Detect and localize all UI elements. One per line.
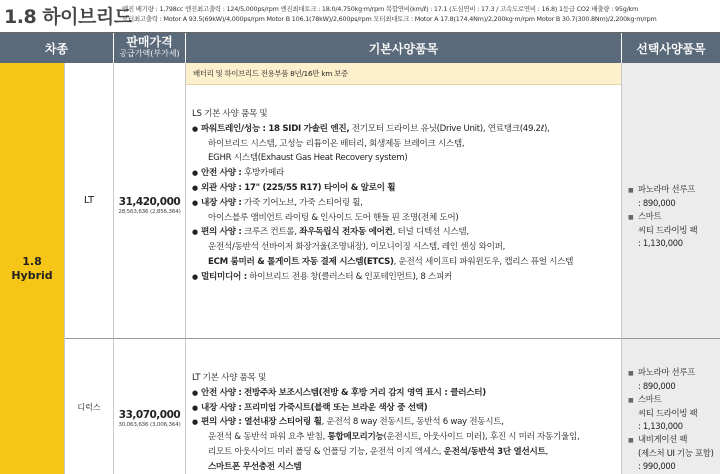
header-price-sub: 공급가액(부가세) (119, 49, 180, 58)
feature-bold: 편의 사양 : (201, 227, 242, 238)
option-line (628, 433, 720, 447)
header-basic-label: 기본사양품목 (368, 41, 439, 56)
price-sub: 28,563,636 (2,856,364) (118, 209, 181, 215)
option-deluxe (622, 339, 720, 474)
feature-text: (운전시트, 아웃사이드 미러), 후진 시 미러 자동기울임, (383, 432, 580, 443)
trim-deluxe: 디럭스 (65, 339, 114, 474)
feature-bold: 내장 사양 : (201, 402, 242, 413)
header-price-label: 판매가격 (126, 35, 173, 49)
option-text: 스마트 (638, 394, 662, 404)
feature-text: 아이스블루 앰비언트 라이팅 & 인사이드 도어 핸들 핀 조명(전체 도어) (208, 212, 459, 223)
feature-bold: 안전 사양 : (201, 387, 242, 398)
basic-content (186, 339, 621, 474)
feature-text: 하이브리드 시스템, 고성능 리튬이온 배터리, 회생제동 브레이크 시스템, (208, 138, 465, 149)
feature-line (192, 211, 621, 226)
bullet-icon: ● (192, 124, 198, 133)
feature-text: , 운전석 8 way 전동시트, 동반석 6 way 전동시트, (321, 417, 504, 428)
header-option (622, 33, 720, 63)
bullet-icon: ● (192, 183, 198, 192)
feature-line (192, 401, 621, 416)
header-basic (186, 33, 622, 63)
feature-text: 운전석 & 동반석 파워 요추 받침, (208, 432, 328, 443)
feature-text: 크루즈 컨트롤, (241, 227, 300, 238)
header-model (0, 33, 114, 63)
option-text: 스마트 (638, 211, 662, 221)
feature-bold: 편의 사양 : 열선내장 스티어링 휠 (201, 417, 322, 428)
square-bullet-icon: ■ (628, 187, 634, 194)
feature-bold: 외관 사양 : 17" (225/55 R17) 타이어 & 알로이 휠 (201, 182, 396, 193)
bullet-icon: ● (192, 198, 198, 207)
option-line (628, 460, 720, 473)
option-text: 내비게이션 팩 (638, 434, 688, 444)
feature-line (192, 181, 621, 196)
feature-text: 하이브리드 전용 창(클러스터 & 인포테인먼트), 8 스피커 (246, 271, 453, 282)
price-table (0, 32, 720, 474)
option-text: : 1,130,000 (638, 238, 683, 248)
feature-bold: 스마트폰 무선충전 시스템 (208, 461, 302, 472)
feature-bold: 운전석/동반석 3단 열선시트 (443, 446, 546, 457)
basic-content (186, 85, 621, 285)
spec-line: 엔진 배기량 : 1,798cc 엔진최고출력 : 124/5,000ps/rpm 엔진최대토크 : 18.0/4,750kg·m/rpm 복합연비(km/ℓ) : 17.1 (도심연비 : 17.3 / 고속도로연비 : 16.8) 1등급 CO2 배출량 : 95g/km (122, 5, 639, 13)
model-line: Hybrid (11, 269, 53, 282)
price-lt (114, 63, 186, 339)
bullet-icon: ● (192, 403, 198, 412)
bullet-icon: ● (192, 228, 198, 237)
option-line (628, 224, 720, 237)
engine-specs (122, 4, 718, 24)
spec-line: 모터최고출력 : Motor A 93.5(69kW)/4,000ps/rpm Motor B 106.1(78kW)/2,600ps/rpm 모터최대토크 : Motor A 17.8(174.4Nm)/2,200kg·m/rpm Motor B 30.7(300.8Nm)/2,200kg·m/rpm (122, 15, 657, 23)
feature-line (192, 460, 621, 474)
price-deluxe (114, 339, 186, 474)
feature-text: 운전석/동반석 선바이저 화장거울(조명내장), 이모니이징 시스템, 레인 센싱 와이퍼, (208, 242, 506, 253)
option-line (628, 197, 720, 210)
square-bullet-icon: ■ (628, 397, 634, 404)
option-line (628, 393, 720, 407)
feature-text: 가죽 기어노브, 가죽 스티어링 휠, (241, 197, 363, 208)
feature-bold: 안전 사양 : (201, 168, 242, 179)
feature-line (192, 445, 621, 460)
bullet-icon: ● (192, 169, 198, 178)
option-text: 씨티 드라이빙 팩 (638, 225, 698, 235)
model-cell (0, 63, 65, 474)
option-line (628, 366, 720, 380)
feature-line (192, 122, 621, 137)
option-text: : 1,130,000 (638, 421, 683, 431)
basic-lt (186, 63, 622, 339)
option-text: : 890,000 (638, 381, 676, 391)
feature-line (192, 270, 621, 285)
option-text: 씨티 드라이빙 팩 (638, 408, 698, 418)
feature-bold: 좌우독립식 전자동 에어컨 (299, 227, 393, 238)
option-line (628, 407, 720, 420)
feature-text: , 터널 디텍션 시스템, (392, 227, 469, 238)
option-text: : 890,000 (638, 198, 676, 208)
basic-intro: LT 기본 사양 품목 및 (192, 373, 266, 383)
feature-bold: 프리미엄 가죽시트(블랙 또는 브라운 색상 중 선택) (243, 402, 428, 413)
feature-text: , 운전석 세이프티 파워윈도우, 캡리스 퓨얼 시스템 (393, 256, 574, 267)
header-price (114, 33, 186, 63)
feature-text: 전기모터 드라이브 유닛(Drive Unit), 연료탱크(49.2ℓ), (349, 123, 550, 134)
feature-line (192, 430, 621, 445)
price-main: 33,070,000 (118, 409, 181, 421)
option-text: : 990,000 (638, 461, 676, 471)
square-bullet-icon: ■ (628, 370, 634, 377)
warranty-notice: 배터리 및 하이브리드 전용부품 8년/16만 km 보증 (186, 63, 621, 85)
feature-line (192, 240, 621, 255)
model-line: 1.8 (22, 255, 42, 268)
feature-bold: 내장 사양 : (201, 197, 242, 208)
feature-text: EGHR 시스템(Exhaust Gas Heat Recovery system) (208, 153, 408, 164)
option-line (628, 420, 720, 433)
option-line (628, 183, 720, 197)
bullet-icon: ● (192, 272, 198, 281)
feature-line (192, 255, 621, 270)
feature-bold: ECM 룸미러 & 톨게이트 자동 결제 시스템(ETCS) (208, 256, 394, 267)
header-option-label: 선택사양품목 (636, 41, 706, 56)
feature-line (192, 137, 621, 152)
feature-line (192, 386, 621, 401)
feature-line (192, 196, 621, 211)
feature-bold: 전방주차 보조시스템(전방 & 후방 거리 감지 영역 표시 : 클러스터) (243, 387, 486, 398)
feature-bold: 통합메모리기능 (327, 432, 384, 443)
feature-line (192, 415, 621, 430)
option-line (628, 210, 720, 224)
trim-lt: LT (65, 63, 114, 339)
basic-deluxe (186, 339, 622, 474)
square-bullet-icon: ■ (628, 437, 634, 444)
option-line (628, 237, 720, 250)
bullet-icon: ● (192, 388, 198, 397)
basic-intro: LS 기본 사양 품목 및 (192, 109, 268, 119)
feature-bold: 파워트레인/성능 : 18 SIDI 가솔린 엔진, (201, 123, 350, 134)
price-main: 31,420,000 (118, 196, 181, 208)
feature-text: , (545, 446, 548, 457)
option-text: 파노라마 선루프 (638, 367, 695, 377)
option-lt (622, 63, 720, 339)
option-text: 파노라마 선루프 (638, 184, 695, 194)
option-line (628, 447, 720, 460)
bullet-icon: ● (192, 418, 198, 427)
feature-line (192, 225, 621, 240)
page-title: 1.8 하이브리드 (4, 6, 132, 28)
header-model-label: 차종 (44, 41, 69, 56)
square-bullet-icon: ■ (628, 214, 634, 221)
feature-bold: 멀티미디어 : (201, 271, 247, 282)
price-sub: 30,063,636 (3,006,364) (118, 422, 181, 428)
feature-text: 후방카메라 (241, 168, 284, 179)
option-text: (제스처 UI 기능 포함) (638, 448, 714, 458)
option-line (628, 380, 720, 393)
feature-line (192, 151, 621, 166)
feature-line (192, 166, 621, 181)
feature-text: 리모트 아웃사이드 미러 폴딩 & 언폴딩 기능, 운전석 이지 엑세스, (208, 446, 444, 457)
